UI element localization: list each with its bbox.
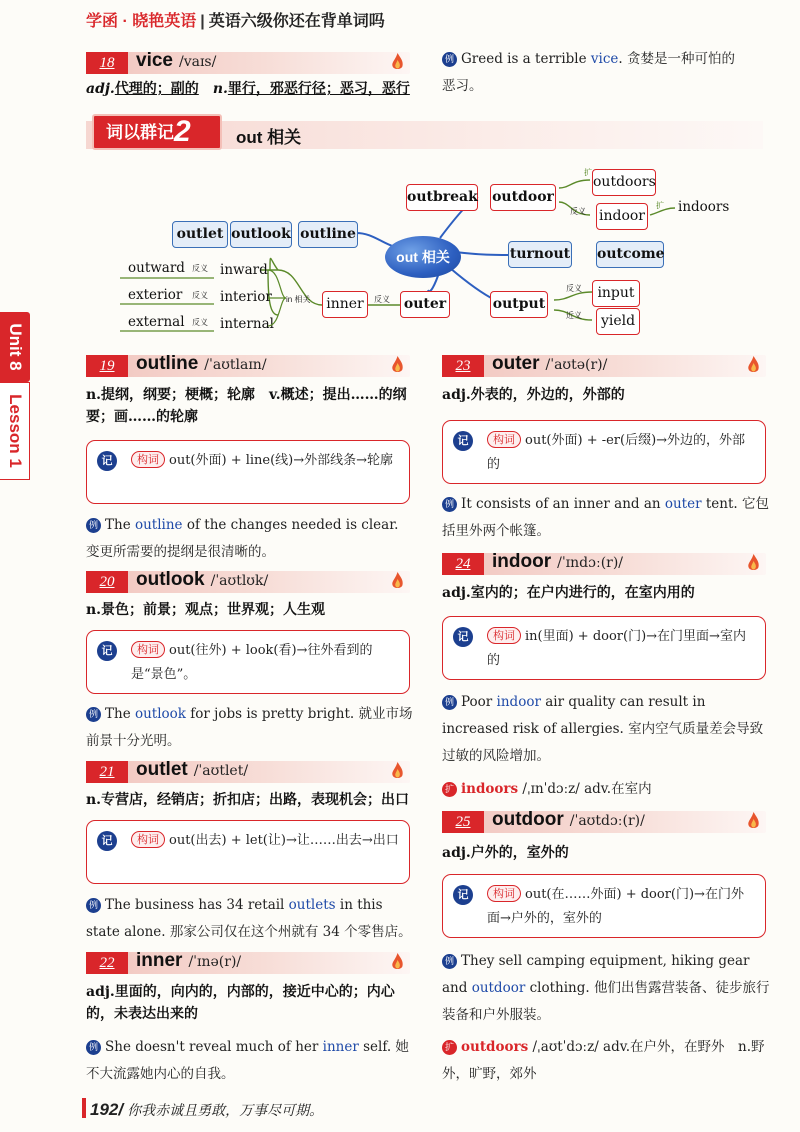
node-outlet: outlet	[172, 221, 228, 248]
flame-icon	[747, 554, 760, 572]
headword: outer /ˈaʊtə(r)/	[492, 353, 608, 374]
tag-in-related: in 相关	[286, 295, 311, 304]
footer-slogan: 你我赤诚且勇敢，万事尽可期。	[127, 1103, 324, 1119]
node-outcome: outcome	[596, 241, 664, 268]
definition-indoor: adj.室内的；在户内进行的，在室内用的	[442, 585, 695, 601]
entry-number: 19	[86, 355, 128, 377]
node-outdoors: outdoors	[592, 169, 656, 196]
example-indoor: 例 Poor indoor air quality can result in increased risk of allergies. 室内空气质量差会导致过敏的风险增加。	[442, 694, 764, 764]
example-icon: 例	[442, 497, 457, 512]
tag-antonym-indoor: 反义	[570, 207, 586, 216]
word-inward: inward	[220, 262, 268, 278]
headword: outline /ˈaʊtlaɪn/	[136, 353, 267, 374]
example-icon: 例	[442, 52, 457, 67]
memory-icon: 记	[97, 641, 117, 661]
word-external: external	[128, 314, 185, 330]
headword: inner /ˈɪnə(r)/	[136, 950, 242, 971]
headword: outlook /ˈaʊtlʊk/	[136, 569, 269, 590]
derive-icon: 扩	[442, 782, 457, 797]
brand: 学函 · 晓艳英语	[86, 13, 197, 30]
word-interior: interior	[220, 289, 272, 305]
example-icon: 例	[86, 707, 101, 722]
node-outline: outline	[298, 221, 358, 248]
section-title: out 相关	[236, 128, 302, 147]
example-inner: 例 She doesn't reveal much of her inner self. 她不大流露她内心的自我。	[86, 1039, 409, 1082]
flame-icon	[747, 812, 760, 830]
definition-outlet: n.专营店，经销店；折扣店；出路，表现机会；出口	[86, 792, 410, 808]
example-vice: 例 Greed is a terrible vice. 贪婪是一种可怕的 恶习。	[442, 51, 735, 94]
tag-derive-2: 扩	[656, 201, 664, 210]
entry-bar-outer	[442, 355, 766, 377]
example-icon: 例	[86, 1040, 101, 1055]
etymology-box-outer: 记 构词 out(外面) + -er(后缀)→外边的，外部的	[442, 420, 766, 484]
page-number: 192/	[90, 1100, 124, 1119]
entry-bar-inner	[86, 952, 410, 974]
memory-icon: 记	[453, 885, 473, 905]
node-turnout: turnout	[508, 241, 572, 268]
tag-antonym: 反义	[192, 291, 208, 300]
entry-number: 18	[86, 52, 128, 74]
memory-icon: 记	[453, 431, 473, 451]
memory-icon: 记	[97, 831, 117, 851]
tag-antonym: 反义	[192, 264, 208, 273]
definition-outlook: n.景色；前景；观点；世界观；人生观	[86, 602, 326, 618]
definition-outline: n.提纲，纲要；梗概；轮廓 v.概述；提出……的纲要；画……的轮廓	[86, 387, 407, 425]
node-outlook: outlook	[230, 221, 292, 248]
example-outlook: 例 The outlook for jobs is pretty bright. 就业市场前景十分光明。	[86, 706, 413, 749]
tag-antonym-input: 反义	[566, 284, 582, 293]
flame-icon	[391, 953, 404, 971]
node-yield: yield	[596, 308, 640, 335]
etymology-box-outdoor: 记 构词 out(在……外面) + door(门)→在门外面→户外的，室外的	[442, 874, 766, 938]
tag-antonym-outer: 反义	[374, 295, 390, 304]
memory-icon: 记	[97, 451, 117, 471]
entry-number: 21	[86, 761, 128, 783]
node-outer: outer	[400, 291, 450, 318]
example-outline: 例 The outline of the changes needed is clear. 变更所需要的提纲是很清晰的。	[86, 517, 399, 560]
example-icon: 例	[86, 898, 101, 913]
etymology-box-outline: 记 构词 out(外面) + line(线)→外部线条→轮廓	[86, 440, 410, 504]
entry-number: 24	[442, 553, 484, 575]
footer-mark	[82, 1098, 86, 1118]
headword: vice /vaɪs/	[136, 50, 217, 71]
example-icon: 例	[442, 695, 457, 710]
definition-inner: adj.里面的，向内的，内部的，接近中心的；内心的，未表达出来的	[86, 984, 395, 1022]
headword: outlet /ˈaʊtlet/	[136, 759, 249, 780]
memory-icon: 记	[453, 627, 473, 647]
word-exterior: exterior	[128, 287, 183, 303]
definition-outer: adj.外表的，外边的，外部的	[442, 387, 625, 403]
derive-icon: 扩	[442, 1040, 457, 1055]
entry-bar-outlook	[86, 571, 410, 593]
entry-number: 20	[86, 571, 128, 593]
left-bracket-lines	[118, 256, 288, 340]
headword: outdoor /ˈaʊtdɔː(r)/	[492, 809, 645, 830]
example-outlet: 例 The business has 34 retail outlets in this state alone. 那家公司仅在这个州就有 34 个零售店。	[86, 897, 412, 940]
page-footer	[82, 1098, 323, 1120]
definition-vice: adj.代理的；副的 n.罪行，邪恶行径；恶习，恶行	[86, 81, 410, 97]
word-internal: internal	[220, 316, 274, 332]
example-outdoor: 例 They sell camping equipment, hiking gear and outdoor clothing. 他们出售露营装备、徒步旅行装备和户外服装。	[442, 953, 770, 1023]
node-indoor: indoor	[596, 203, 648, 230]
tag-derive-1: 扩	[584, 168, 592, 177]
etymology-box-outlook: 记 构词 out(往外) + look(看)→往外看到的是“景色”。	[86, 630, 410, 694]
tag-antonym: 反义	[192, 318, 208, 327]
example-icon: 例	[442, 954, 457, 969]
entry-number: 23	[442, 355, 484, 377]
definition-outdoor: adj.户外的，室外的	[442, 845, 569, 861]
etymology-box-indoor: 记 构词 in(里面) + door(门)→在门里面→室内的	[442, 616, 766, 680]
phonetic: /vaɪs/	[178, 54, 217, 70]
unit-side-tab	[0, 312, 30, 480]
derivative-indoors: 扩 indoors /ˌɪnˈdɔːz/ adv.在室内	[442, 776, 772, 803]
node-input: input	[592, 280, 640, 307]
entry-number: 25	[442, 811, 484, 833]
flame-icon	[391, 762, 404, 780]
mindmap-hub: out 相关	[385, 236, 461, 278]
node-inner: inner	[322, 291, 368, 318]
derivative-outdoors: 扩 outdoors /ˌaʊtˈdɔːz/ adv.在户外，在野外 n.野外，旷野，郊外	[442, 1039, 765, 1082]
entry-bar-vice	[86, 52, 410, 74]
entry-number: 22	[86, 952, 128, 974]
entry-bar-outdoor	[442, 811, 766, 833]
header-separator: |	[200, 13, 205, 30]
headword: indoor /ˈɪndɔː(r)/	[492, 551, 624, 572]
flame-icon	[391, 356, 404, 374]
flame-icon	[391, 53, 404, 71]
entry-bar-indoor	[442, 553, 766, 575]
node-outbreak: outbreak	[406, 184, 478, 211]
example-icon: 例	[86, 518, 101, 533]
unit-label: Unit 8	[6, 323, 25, 371]
etymology-box-outlet: 记 构词 out(出去) + let(让)→让……出去→出口	[86, 820, 410, 884]
word-outward: outward	[128, 260, 185, 276]
flame-icon	[391, 572, 404, 590]
page-header	[86, 8, 385, 31]
entry-bar-outline	[86, 355, 410, 377]
lesson-label: Lesson 1	[6, 394, 25, 468]
flame-icon	[747, 356, 760, 374]
example-outer: 例 It consists of an inner and an outer tent. 它包括里外两个帐篷。	[442, 496, 769, 539]
section-tag: 词以群记2	[92, 114, 222, 150]
entry-bar-outlet	[86, 761, 410, 783]
node-outdoor: outdoor	[490, 184, 556, 211]
tag-synonym-yield: 近义	[566, 311, 582, 320]
node-output: output	[490, 291, 548, 318]
word-indoors: indoors	[678, 199, 730, 215]
book-title: 英语六级你还在背单词吗	[208, 13, 385, 30]
